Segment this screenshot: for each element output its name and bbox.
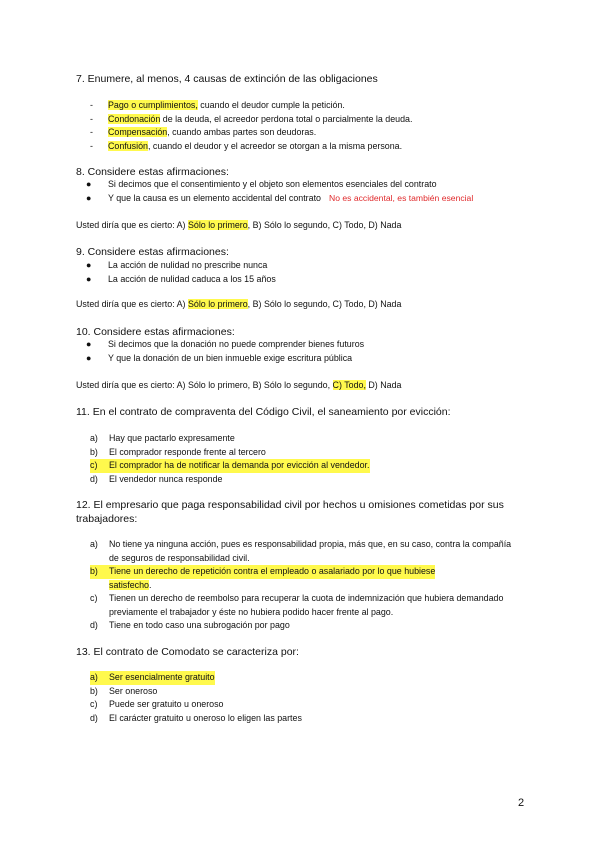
list-item: - Confusión, cuando el deudor y el acreedor se otorgan a la misma persona.: [90, 140, 403, 151]
highlight: Tiene un derecho de repetición contra el empleado o asalariado por lo que hubiese: [109, 566, 436, 576]
option-d: d) Tiene en todo caso una subrogación por pago: [90, 620, 290, 630]
highlight: Sólo lo primero: [187, 220, 248, 230]
q8-title: 8. Considere estas afirmaciones:: [76, 166, 229, 178]
q13-title: 13. El contrato de Comodato se caracteriza por:: [76, 646, 299, 658]
option-b: b) Tiene un derecho de repetición contra el empleado o asalariado por lo que hubiese: [90, 565, 519, 579]
list-item: ● Y que la causa es un elemento accidental del contrato No es accidental, es también esencial: [86, 192, 473, 206]
page-number: 2: [518, 797, 525, 809]
option-c: c) Tienen un derecho de reembolso para recuperar la cuota de indemnización que hubiera demandado previamente el trabajador y éste no hubiera podido hacer frente al pago.: [90, 593, 504, 617]
q10-list: [86, 338, 364, 365]
highlight: Compensación: [108, 127, 168, 137]
highlight: El comprador ha de notificar la demanda por evicción al vendedor.: [109, 460, 370, 470]
option-d: d) El carácter gratuito u oneroso lo eligen las partes: [90, 712, 302, 723]
option-b: b) El comprador responde frente al tercero: [90, 446, 266, 457]
q12-title: 12. El empresario que paga responsabilidad civil por hechos u omisiones cometidas por sus trabajadores:: [76, 499, 504, 525]
q7-list: [90, 99, 412, 153]
highlight: C) Todo,: [332, 380, 366, 390]
highlight: satisfecho: [109, 579, 149, 590]
option-b-continued: satisfecho.: [109, 579, 152, 590]
option-d: d) El vendedor nunca responde: [90, 473, 223, 484]
option-c: c) Puede ser gratuito u oneroso: [90, 699, 224, 709]
list-item: ● La acción de nulidad caduca a los 15 años: [86, 273, 276, 284]
q9-list: [86, 259, 276, 286]
option-a: a) Ser esencialmente gratuito: [90, 671, 302, 685]
highlight: Pago o cumplimientos,: [108, 100, 198, 110]
option-a: a) Hay que pactarlo expresamente: [90, 433, 235, 443]
list-item: - Condonación de la deuda, el acreedor perdona total o parcialmente la deuda.: [90, 113, 413, 124]
q9-answer: Usted diría que es cierto: A) Sólo lo primero, B) Sólo lo segundo, C) Todo, D) Nada: [76, 299, 402, 309]
q10-title: 10. Considere estas afirmaciones:: [76, 326, 235, 338]
q8-list: [86, 178, 473, 205]
q13-options: [90, 671, 302, 725]
q9-title: 9. Considere estas afirmaciones:: [76, 246, 229, 258]
q11-options: [90, 432, 370, 486]
q11-title: 11. En el contrato de compraventa del Código Civil, el saneamiento por evicción:: [76, 406, 451, 418]
option-c: c) El comprador ha de notificar la demanda por evicción al vendedor.: [90, 459, 370, 473]
highlight: Confusión: [108, 140, 148, 151]
list-item: - Pago o cumplimientos, cuando el deudor cumple la petición.: [90, 100, 345, 110]
q12-options: [90, 538, 519, 633]
q10-answer: Usted diría que es cierto: A) Sólo lo primero, B) Sólo lo segundo, C) Todo, D) Nada: [76, 380, 402, 390]
list-item: ● Si decimos que el consentimiento y el objeto son elementos esenciales del contrato: [86, 179, 437, 189]
q8-answer: Usted diría que es cierto: A) Sólo lo primero, B) Sólo lo segundo, C) Todo, D) Nada: [76, 220, 402, 230]
correction-note: No es accidental, es también esencial: [328, 192, 474, 203]
list-item: ● La acción de nulidad no prescribe nunca: [86, 260, 268, 270]
option-b: b) Ser oneroso: [90, 685, 158, 696]
list-item: ● Si decimos que la donación no puede comprender bienes futuros: [86, 339, 365, 349]
q7-title: 7. Enumere, al menos, 4 causas de extinción de las obligaciones: [76, 73, 378, 85]
highlight: Ser esencialmente gratuito: [109, 672, 215, 682]
highlight: Sólo lo primero: [187, 299, 248, 309]
list-item: ● Y que la donación de un bien inmueble exige escritura pública: [86, 352, 353, 363]
list-item: - Compensación, cuando ambas partes son deudoras.: [90, 127, 317, 137]
highlight: Condonación: [108, 113, 161, 124]
option-a: a) No tiene ya ninguna acción, pues es responsabilidad propia, más que, en su caso, contra la compañía de seguros de responsabilidad civil.: [90, 539, 512, 563]
